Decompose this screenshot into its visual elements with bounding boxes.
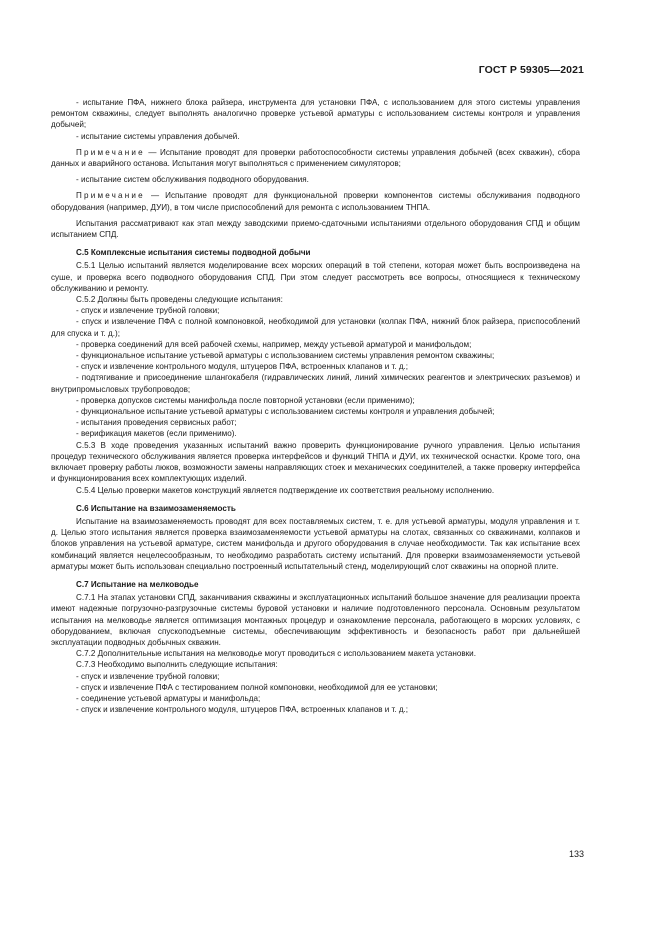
paragraph-text: С.5.4 Целью проверки макетов конструкций является подтверждение их соответствия реальному исполнению. (76, 485, 495, 495)
paragraph-text: - спуск и извлечение контрольного модуля, штуцеров ПФА, встроенных клапанов и т. д.; (76, 362, 409, 372)
paragraph-text: - спуск и извлечение трубной головки; (76, 671, 220, 681)
list-item (51, 131, 580, 142)
list-item (51, 693, 580, 704)
paragraph-text: Испытания рассматривают как этап между заводскими приемо-сдаточными испытаниями отдельного оборудования СПД и общим испытанием СПД. (51, 218, 580, 240)
paragraph-text: - спуск и извлечение ПФА с тестированием полной компоновки, необходимой для ее установки; (76, 682, 438, 692)
paragraph-text: - подтягивание и присоединение шлангокабеля (гидравлических линий, линий химических реагентов и электрических разъемов) и внутрипромысловых трубопроводов; (51, 373, 580, 394)
note-paragraph (51, 147, 580, 169)
body-paragraph (51, 516, 580, 572)
list-item (51, 704, 580, 715)
note-label: Примечание (76, 147, 145, 157)
paragraph-text: С.5.1 Целью испытаний является моделирование всех морских операций в той степени, которая может быть воспроизведена на суше, и проверка всего подводного оборудования СПД. При этом следует рассмотреть все вопросы, относящиеся к техническому обслуживанию и ремонту. (51, 261, 580, 293)
paragraph-text: - функциональное испытание устьевой арматуры с использованием системы контроля и управления добычей; (76, 407, 495, 417)
paragraph-text: С.5.2 Должны быть проведены следующие испытания: (76, 295, 283, 305)
list-item (51, 671, 580, 682)
body-paragraph (51, 440, 580, 485)
list-item (51, 395, 580, 406)
section-heading-text: С.6 Испытание на взаимозаменяемость (76, 503, 236, 513)
section-heading (51, 579, 580, 590)
list-item (51, 372, 580, 394)
note-text: — Испытание проводят для функциональной проверки компонентов системы обслуживания подводного оборудования (например, ДУИ), в том числе приспособлений для ремонта с использованием ТНПА. (51, 191, 580, 212)
body-paragraph (51, 294, 580, 305)
paragraph-text: С.5.3 В ходе проведения указанных испытаний важно проверить функционирование ручного управления. Целью испытания процедур технического обслуживания является проверка интерфейсов и функций ТНПА и ДУИ, их технической оснастки. Кроме того, она включает проверку работы люков, возможности замены направляющих стоек и механических соединителей, а также проверку интерфейса и функционирования всех комплектующих изделий. (51, 440, 580, 484)
paragraph-text: - соединение устьевой арматуры и манифольда; (76, 693, 261, 703)
note-text: — Испытание проводят для проверки работоспособности системы управления добычей (всех скважин), сбора данных и аварийного останова. Испытания могут выполняться с применением симуляторов; (51, 147, 580, 169)
paragraph-text: - спуск и извлечение ПФА с полной компоновкой, необходимой для установки (колпак ПФА, нижний блок райзера, приспособлений для спуска и т. д.); (51, 317, 580, 338)
list-item (51, 97, 580, 131)
standard-header: ГОСТ Р 59305—2021 (478, 64, 584, 76)
note-label: Примечание (76, 191, 145, 201)
page-number: 133 (568, 849, 584, 859)
paragraph-text: Испытание на взаимозаменяемость проводят для всех поставляемых систем, т. е. для устьевой арматуры, модуля управления и т. д. Целью этого испытания является проверка взаимозаменяемости устьевой арматуры на слотах, связанных со скважинами, колпаков и блоков управления на устьевой арматуре, систем манифольда и другого оборудования в случае необходимости. Так как испытание всех комбинаций является нецелесообразным, то необходимо разработать систему испытаний. Для проверки взаимозаменяемости устьевой арматуры может быть использован специально построенный испытательный стенд, моделирующий слот скважины на опорной плите. (51, 516, 580, 571)
list-item (51, 361, 580, 372)
paragraph-text: С.7.3 Необходимо выполнить следующие испытания: (76, 660, 278, 670)
section-heading (51, 247, 580, 258)
section-heading (51, 503, 580, 514)
list-item (51, 316, 580, 338)
section-heading-text: С.7 Испытание на мелководье (76, 579, 199, 589)
list-item (51, 339, 580, 350)
list-item (51, 406, 580, 417)
list-item (51, 682, 580, 693)
paragraph-text: - спуск и извлечение трубной головки; (76, 306, 220, 316)
paragraph-text: - испытание системы управления добычей. (76, 131, 240, 141)
section-heading-text: С.5 Комплексные испытания системы подводной добычи (76, 248, 311, 258)
body-paragraph (51, 218, 580, 240)
paragraph-text: С.7.2 Дополнительные испытания на мелководье могут проводиться с использованием макета установки. (76, 649, 476, 659)
paragraph-text: - проверка соединений для всей рабочей схемы, например, между устьевой арматурой и манифольдом; (76, 339, 472, 349)
list-item (51, 305, 580, 316)
paragraph-text: - проверка допусков системы манифольда после повторной установки (если применимо); (76, 395, 415, 405)
list-item (51, 428, 580, 439)
list-item (51, 417, 580, 428)
list-item (51, 174, 580, 185)
document-body (51, 97, 580, 715)
body-paragraph (51, 592, 580, 648)
note-paragraph (51, 190, 580, 212)
paragraph-text: - верификация макетов (если применимо). (76, 429, 237, 439)
body-paragraph (51, 648, 580, 659)
paragraph-text: С.7.1 На этапах установки СПД, заканчивания скважины и эксплуатационных испытаний большое значение для реализации проекта имеют надежные погрузочно-разгрузочные системы буровой установки и наличие подготовленного персонала. Основным результатом испытания на мелководье является оптимизация монтажных процедур и ознакомление персонала, работающего в морских условиях, с оборудованием, включая спускоподъемные системы, обеспечивающим эффективность и безопасность работ при дальнейшей эксплуатации подводных добычных скважин. (51, 593, 580, 647)
paragraph-text: - испытания проведения сервисных работ; (76, 418, 237, 428)
body-paragraph (51, 659, 580, 670)
body-paragraph (51, 485, 580, 496)
paragraph-text: - спуск и извлечение контрольного модуля, штуцеров ПФА, встроенных клапанов и т. д.; (76, 705, 409, 715)
paragraph-text: - испытание ПФА, нижнего блока райзера, инструмента для установки ПФА, с использованием для этого системы управления ремонтом скважины, следует выполнять аналогично проверке устьевой арматуры с использованием системы контроля и управления добычей; (51, 98, 580, 130)
paragraph-text: - испытание систем обслуживания подводного оборудования. (76, 175, 309, 185)
paragraph-text: - функциональное испытание устьевой арматуры с использованием системы управления ремонтом скважины; (76, 351, 495, 361)
body-paragraph (51, 260, 580, 294)
list-item (51, 350, 580, 361)
